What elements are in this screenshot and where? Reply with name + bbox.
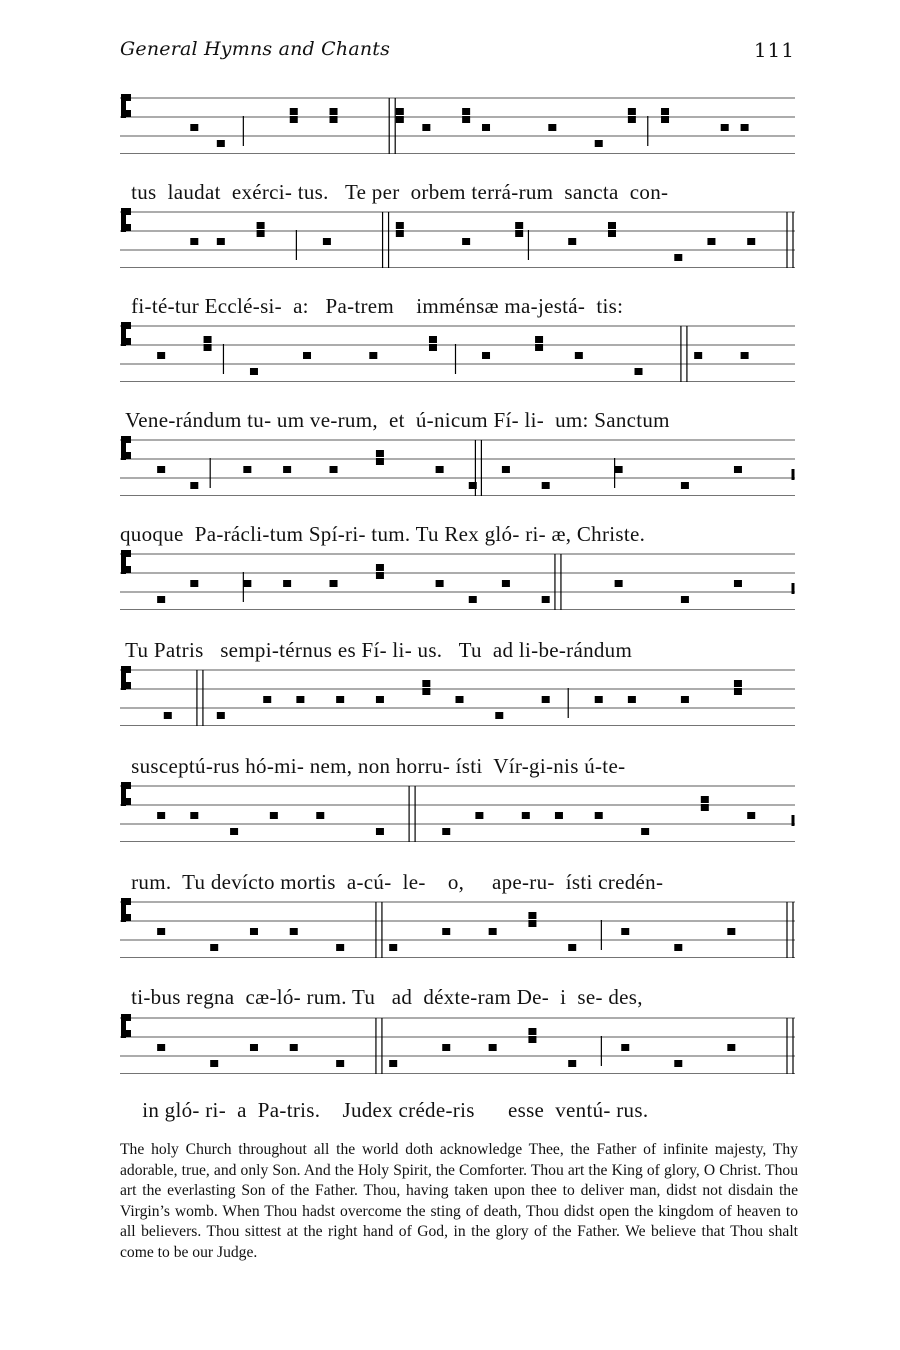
neume-note [376,458,384,465]
c-clef-icon [125,550,131,557]
neume-note [257,222,265,229]
neume-note [330,580,338,587]
neume-note [502,466,510,473]
chant-staff-2 [120,208,795,268]
neume-note [376,828,384,835]
chant-staff-6 [120,666,795,726]
chant-staff-3 [120,322,795,382]
neume-note [462,238,470,245]
neume-note [727,1044,735,1051]
neume-note [681,482,689,489]
neume-note [204,336,212,343]
neume-note [190,580,198,587]
neume-note [157,352,165,359]
neume-note [528,1036,536,1043]
neume-note [290,1044,298,1051]
neume-note [157,928,165,935]
neume-note [575,352,583,359]
lyric-line-3: Vene-rándum tu- um ve-rum, et ú-nicum Fí- li- um: Sanctum [120,408,670,432]
chant-staff-1 [120,94,795,154]
neume-note [217,712,225,719]
chant-staff-9 [120,1014,795,1074]
neume-note [641,828,649,835]
neume-note [522,812,530,819]
neume-note [436,466,444,473]
neume-note [621,928,629,935]
c-clef-icon [125,666,131,673]
neume-note [535,336,543,343]
c-clef-icon [125,1030,131,1037]
neume-note [316,812,324,819]
neume-note [283,466,291,473]
neume-note [515,222,523,229]
neume-note [323,238,331,245]
neume-note [495,712,503,719]
neume-note [734,680,742,687]
neume-note [204,344,212,351]
neume-note [263,696,271,703]
c-clef-icon [125,566,131,573]
neume-note [376,450,384,457]
neume-note [210,1060,218,1067]
neume-note [542,696,550,703]
neume-note [190,812,198,819]
neume-note [336,1060,344,1067]
neume-note [303,352,311,359]
neume-note [535,344,543,351]
neume-note [157,466,165,473]
neume-note [542,482,550,489]
neume-note [330,466,338,473]
neume-note [528,912,536,919]
neume-note [721,124,729,131]
neume-note [548,124,556,131]
running-title: General Hymns and Chants [120,38,391,60]
neume-note [429,344,437,351]
neume-note [515,230,523,237]
neume-note [422,124,430,131]
c-clef-icon [125,94,131,101]
neume-note [270,812,278,819]
neume-note [469,596,477,603]
neume-note [442,928,450,935]
neume-note [290,108,298,115]
neume-note [290,116,298,123]
c-clef-icon [125,782,131,789]
neume-note [336,944,344,951]
neume-note [336,696,344,703]
neume-note [681,696,689,703]
neume-note [741,124,749,131]
neume-note [157,812,165,819]
neume-note [694,352,702,359]
neume-note [442,828,450,835]
neume-note [568,238,576,245]
neume-note [734,580,742,587]
neume-note [396,108,404,115]
neume-note [250,368,258,375]
neume-note [190,124,198,131]
neume-note [164,712,172,719]
c-clef-icon [125,208,131,215]
c-clef-icon [125,682,131,689]
neume-note [436,580,444,587]
neume-note [528,1028,536,1035]
chant-staff-4 [120,436,795,496]
lyric-line-4: quoque Pa-rácli-tum Spí-ri- tum. Tu Rex gló- ri- æ, Christe. [120,522,646,546]
neume-note [502,580,510,587]
neume-note [157,596,165,603]
neume-note [283,580,291,587]
neume-note [157,1044,165,1051]
neume-note [595,140,603,147]
chant-staff-7 [120,782,795,842]
neume-note [489,1044,497,1051]
neume-note [615,466,623,473]
c-clef-icon [125,338,131,345]
lyric-line-6: susceptú-rus hó-mi- nem, non horru- ísti Vír-gi-nis ú-te- [120,754,626,778]
neume-note [230,828,238,835]
c-clef-icon [125,224,131,231]
c-clef-icon [125,110,131,117]
neume-note [475,812,483,819]
neume-note [376,564,384,571]
neume-note [290,928,298,935]
neume-note [482,124,490,131]
neume-note [250,1044,258,1051]
neume-note [210,944,218,951]
neume-note [389,944,397,951]
neume-note [734,688,742,695]
neume-note [422,680,430,687]
neume-note [674,1060,682,1067]
neume-note [389,1060,397,1067]
c-clef-icon [125,798,131,805]
neume-note [727,928,735,935]
neume-note [628,696,636,703]
neume-note [462,108,470,115]
english-translation: The holy Church throughout all the world doth acknowledge Thee, the Father of infinite majesty, Thy adorable, true, and only Son. And the Holy Spirit, the Comforter. Thou art the King of glory, O Christ. Thou art the everlasting Son of the Father. Thou, having taken upon thee to deliver man, didst not disdain the Virgin’s womb. When Thou hadst overcome the sting of death, Thou didst open the kingdom of heaven to all believers. Thou sittest at the right hand of God, in the glory of the Father. We believe that Thou shalt come to be our Judge. [120,1141,798,1261]
neume-note [635,368,643,375]
neume-note [615,580,623,587]
neume-note [661,108,669,115]
neume-note [674,254,682,261]
c-clef-icon [125,436,131,443]
neume-note [190,482,198,489]
neume-note [628,108,636,115]
neume-note [442,1044,450,1051]
neume-note [243,466,251,473]
page-number: 111 [753,38,795,62]
neume-note [489,928,497,935]
neume-note [429,336,437,343]
neume-note [396,230,404,237]
chant-staff-5 [120,550,795,610]
neume-note [674,944,682,951]
neume-note [701,804,709,811]
neume-note [257,230,265,237]
neume-note [608,230,616,237]
lyric-line-8: ti-bus regna cæ-ló- rum. Tu ad déxte-ram De- i se- des, [120,985,643,1009]
neume-note [741,352,749,359]
c-clef-icon [125,914,131,921]
neume-note [747,238,755,245]
neume-note [595,812,603,819]
lyric-line-1: tus laudat exérci- tus. Te per orbem terrá-rum sancta con- [120,180,669,204]
chant-staff-8 [120,898,795,958]
neume-note [422,688,430,695]
neume-note [250,928,258,935]
neume-note [568,1060,576,1067]
c-clef-icon [125,1014,131,1021]
neume-note [396,222,404,229]
neume-note [376,572,384,579]
lyric-line-9: in gló- ri- a Pa-tris. Judex créde-ris esse ventú- rus. [120,1098,649,1122]
neume-note [555,812,563,819]
neume-note [330,108,338,115]
neume-note [296,696,304,703]
neume-note [369,352,377,359]
page-header [120,38,795,64]
lyric-line-5: Tu Patris sempi-térnus es Fí- li- us. Tu ad li-be-rándum [120,638,633,662]
neume-note [217,238,225,245]
neume-note [462,116,470,123]
c-clef-icon [125,322,131,329]
neume-note [568,944,576,951]
neume-note [707,238,715,245]
neume-note [542,596,550,603]
neume-note [456,696,464,703]
neume-note [628,116,636,123]
neume-note [243,580,251,587]
neume-note [681,596,689,603]
lyric-line-7: rum. Tu devícto mortis a-cú- le- o, ape-ru- ísti credén- [120,870,664,894]
neume-note [661,116,669,123]
neume-note [190,238,198,245]
c-clef-icon [125,452,131,459]
neume-note [621,1044,629,1051]
neume-note [482,352,490,359]
neume-note [376,696,384,703]
neume-note [608,222,616,229]
c-clef-icon [125,898,131,905]
neume-note [747,812,755,819]
neume-note [217,140,225,147]
neume-note [734,466,742,473]
lyric-line-2: fi-té-tur Ecclé-si- a: Pa-trem imménsæ ma-jestá- tis: [120,294,624,318]
neume-note [701,796,709,803]
neume-note [595,696,603,703]
neume-note [330,116,338,123]
neume-note [396,116,404,123]
neume-note [528,920,536,927]
